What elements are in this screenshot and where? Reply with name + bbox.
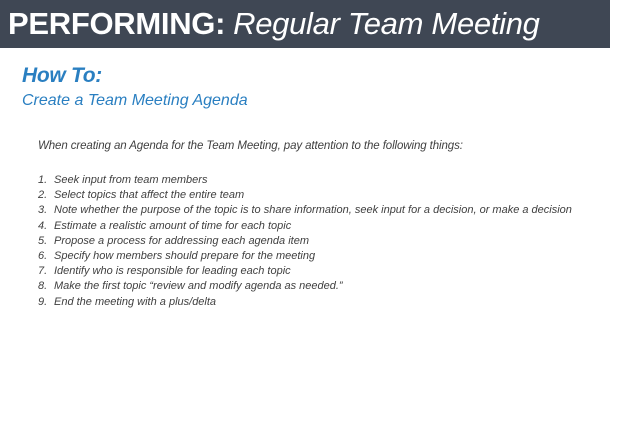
step-text: Select topics that affect the entire team [54, 189, 245, 202]
list-item [38, 173, 600, 188]
steps-list [38, 173, 600, 310]
step-text: Specify how members should prepare for the meeting [54, 250, 316, 263]
step-number: 1. [38, 174, 48, 186]
header-meeting-title: Regular Team Meeting [233, 6, 540, 41]
step-number: 3. [38, 204, 48, 217]
list-item [38, 203, 600, 218]
list-item [38, 279, 600, 294]
step-text: Identify who is responsible for leading each topic [54, 265, 291, 278]
step-number: 6. [38, 250, 48, 263]
list-item [38, 249, 600, 264]
list-item [38, 188, 600, 203]
step-number: 4. [38, 219, 48, 232]
list-item [38, 219, 600, 234]
step-text: Note whether the purpose of the topic is to share information, seek input for a decision, or make a decision [54, 204, 572, 217]
step-text: Estimate a realistic amount of time for each topic [54, 219, 292, 232]
step-text: End the meeting with a plus/delta [54, 295, 217, 308]
step-text: Make the first topic “review and modify agenda as needed.” [54, 280, 343, 293]
list-item [38, 264, 600, 279]
header-bar [0, 0, 610, 48]
section-title: How To: [22, 64, 102, 87]
list-item [38, 234, 600, 249]
step-text: Propose a process for addressing each agenda item [54, 234, 309, 247]
step-number: 2. [38, 189, 48, 202]
step-number: 5. [38, 234, 48, 247]
step-number: 9. [38, 295, 48, 308]
section-subtitle: Create a Team Meeting Agenda [22, 92, 248, 109]
header-status-label: PERFORMING: [8, 6, 226, 41]
step-text: Seek input from team members [54, 174, 208, 186]
intro-text: When creating an Agenda for the Team Meeting, pay attention to the following things: [38, 140, 463, 152]
list-item [38, 295, 600, 310]
step-number: 8. [38, 280, 48, 293]
step-number: 7. [38, 265, 48, 278]
